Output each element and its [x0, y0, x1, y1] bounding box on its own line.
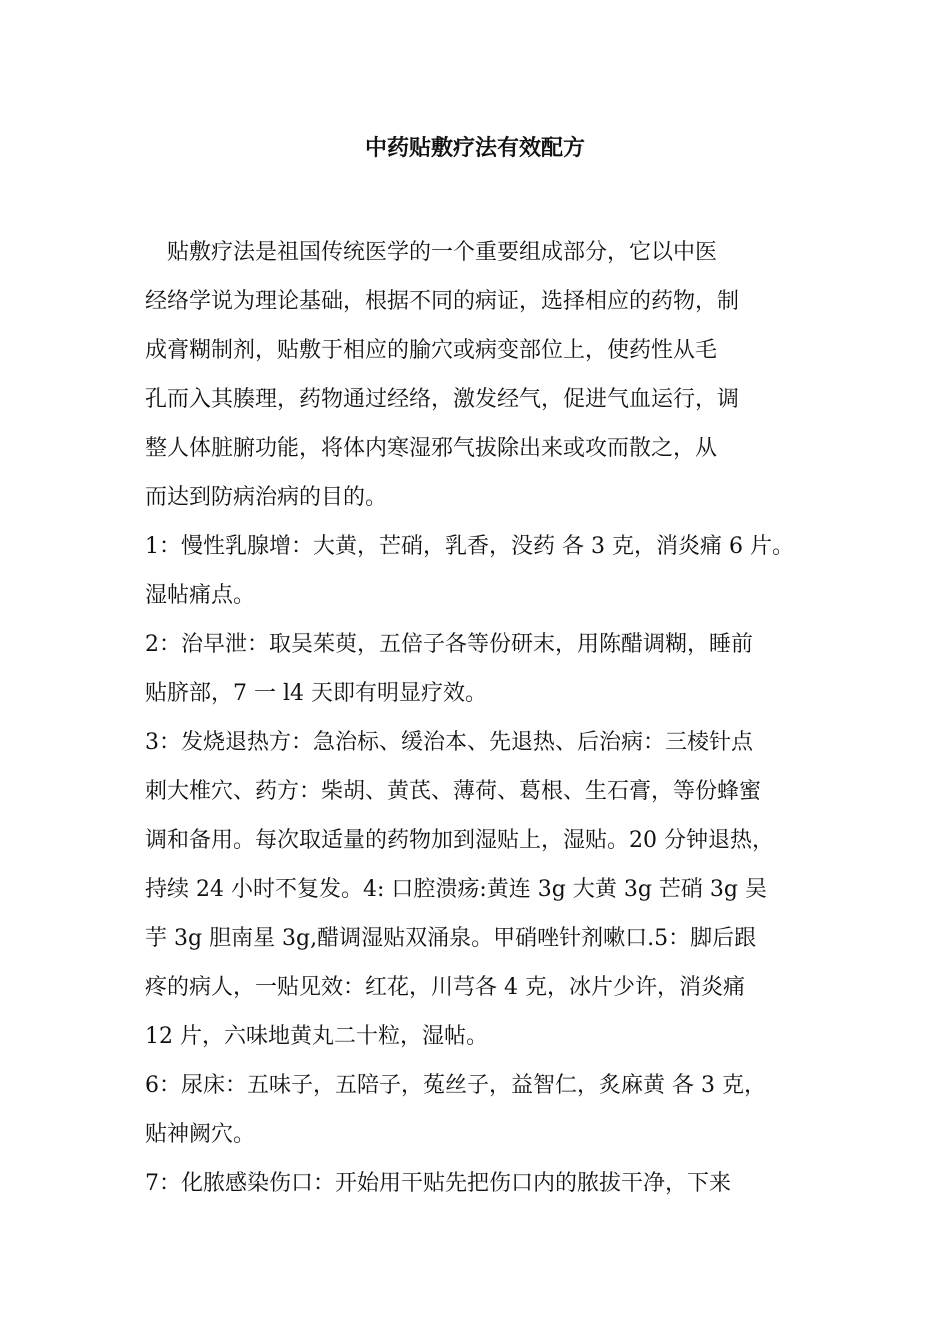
document-title: 中药贴敷疗法有效配方: [364, 135, 585, 161]
text-line: 6：尿床：五味子，五陪子，菟丝子，益智仁，炙麻黄 各 3 克，: [145, 1073, 766, 1098]
text-line: 贴神阙穴。: [145, 1122, 256, 1147]
text-line: 1：慢性乳腺增：大黄，芒硝，乳香，没药 各 3 克，消炎痛 6 片。: [145, 534, 794, 559]
text-line: 孔而入其腠理，药物通过经络，激发经气，促进气血运行，调: [145, 387, 740, 412]
text-line: 贴敷疗法是祖国传统医学的一个重要组成部分，它以中医: [167, 240, 718, 265]
text-line: 成膏糊制剂，贴敷于相应的腧穴或病变部位上，使药性从毛: [145, 338, 718, 363]
text-line: 调和备用。每次取适量的药物加到湿贴上，湿贴。20 分钟退热，: [145, 828, 774, 853]
text-line: 12 片，六味地黄丸二十粒，湿帖。: [145, 1024, 488, 1049]
recipe-paragraph-1: [145, 522, 825, 620]
recipe-paragraph-3: [145, 718, 825, 1061]
document-body: [145, 228, 825, 1208]
text-line: 而达到防病治病的目的。: [145, 485, 388, 510]
text-line: 整人体脏腑功能，将体内寒湿邪气拔除出来或攻而散之，从: [145, 436, 718, 461]
text-line: 疼的病人，一贴见效：红花，川芎各 4 克，冰片少许，消炎痛: [145, 975, 745, 1000]
intro-paragraph: [145, 228, 825, 522]
recipe-paragraph-7: [145, 1159, 825, 1208]
text-line: 持续 24 小时不复发。4: 口腔溃疡:黄连 3g 大黄 3g 芒硝 3g 吴: [145, 877, 767, 902]
recipe-paragraph-6: [145, 1061, 825, 1159]
text-line: 贴脐部，7 一 l4 天即有明显疗效。: [145, 681, 488, 706]
text-line: 芋 3g 胆南星 3g,醋调湿贴双涌泉。甲硝唑针剂嗽口.5：脚后跟: [145, 926, 757, 951]
recipe-paragraph-2: [145, 620, 825, 718]
text-line: 湿帖痛点。: [145, 583, 256, 608]
text-line: 2：治早泄：取吴茱萸，五倍子各等份研末，用陈醋调糊，睡前: [145, 632, 753, 657]
text-line: 经络学说为理论基础，根据不同的病证，选择相应的药物，制: [145, 289, 740, 314]
text-line: 7：化脓感染伤口：开始用干贴先把伤口内的脓拔干净，下来: [145, 1171, 731, 1196]
text-line: 刺大椎穴、药方：柴胡、黄芪、薄荷、葛根、生石膏，等份蜂蜜: [145, 779, 762, 804]
text-line: 3：发烧退热方：急治标、缓治本、先退热、后治病：三棱针点: [145, 730, 753, 755]
